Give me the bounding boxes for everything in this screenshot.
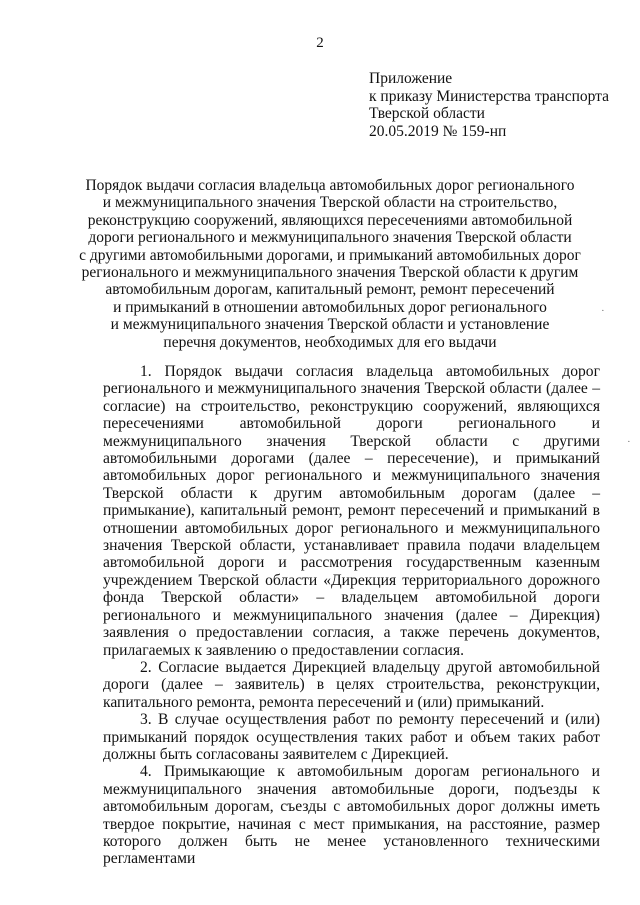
scan-speck: · — [601, 305, 605, 317]
title-line: Порядок выдачи согласия владельца автомобильных дорог регионального — [85, 177, 575, 194]
appendix-header — [369, 70, 609, 140]
page-number: 2 — [316, 35, 324, 51]
title-line: дороги регионального и межмуниципального значения Тверской области — [88, 229, 572, 247]
appendix-date-number: 20.05.2019 № 159-нп — [369, 122, 507, 140]
title-line: автомобильным дорогам, капитальный ремонт, ремонт пересечений — [105, 281, 555, 299]
appendix-line: Приложение — [369, 70, 453, 87]
title-line: регионального и межмуниципального значения Тверской области к другим — [81, 264, 579, 282]
title-line: и примыканий в отношении автомобильных дорог регионального — [113, 298, 547, 316]
title-line: и межмуниципального значения Тверской области и установление — [110, 316, 550, 334]
title-line: с другими автомобильными дорогами, и примыканий автомобильных дорог — [79, 246, 581, 264]
title-line: перечня документов, необходимых для его выдачи — [163, 333, 497, 351]
scan-speck: · — [627, 436, 631, 448]
title-line: реконструкцию сооружений, являющихся пересечениями автомобильной — [87, 211, 573, 229]
paragraph-1: 1. Порядок выдачи согласия владельца автомобильных дорог регионального и межмуниципального значения Тверской области (далее – согласие) на строительство, реконструкцию сооружений, являющихся пересечениями автомобильной дороги регионального и межмуниципального значения Тверской области с другими автомобильными дорогами (далее – пересечение), и примыканий автомобильных дорог регионального и межмуниципального значения Тверской области к другим автомобильным дорогам (далее – примыкание), капитальный ремонт, ремонт пересечений и примыканий в отношении автомобильных дорог регионального и межмуниципального значения Тверской области, устанавливает правила подачи владельцем автомобильной дороги и рассмотрения государственным казенным учреждением Тверской области «Дирекция территориального дорожного фонда Тверской области» – владельцем автомобильной дороги регионального и межмуниципального значения (далее – Дирекция) заявления о предоставлении согласия, а также перечень документов, прилагаемых к заявлению о предоставлении согласия. — [103, 363, 600, 659]
appendix-line: к приказу Министерства транспорта — [369, 87, 610, 105]
document-body — [103, 363, 600, 868]
document-title — [60, 177, 600, 351]
paragraph-3: 3. В случае осуществления работ по ремонту пересечений и (или) примыканий порядок осуществления таких работ и объем таких работ должны быть согласованы заявителем с Дирекцией. — [103, 711, 600, 763]
appendix-line: Тверской области — [369, 105, 485, 122]
paragraph-4: 4. Примыкающие к автомобильным дорогам регионального и межмуниципального значения автомобильные дороги, подъезды к автомобильным дорогам, съезды с автомобильных дорог должны иметь твердое покрытие, начиная с мест примыкания, на расстояние, размер которого должен быть не менее установленного техническими регламентами — [103, 763, 600, 868]
paragraph-2: 2. Согласие выдается Дирекцией владельцу другой автомобильной дороги (далее – заявитель) в целях строительства, реконструкции, капитального ремонта, ремонта пересечений и (или) примыканий. — [103, 658, 600, 711]
title-line: и межмуниципального значения Тверской области на строительство, — [102, 194, 558, 212]
